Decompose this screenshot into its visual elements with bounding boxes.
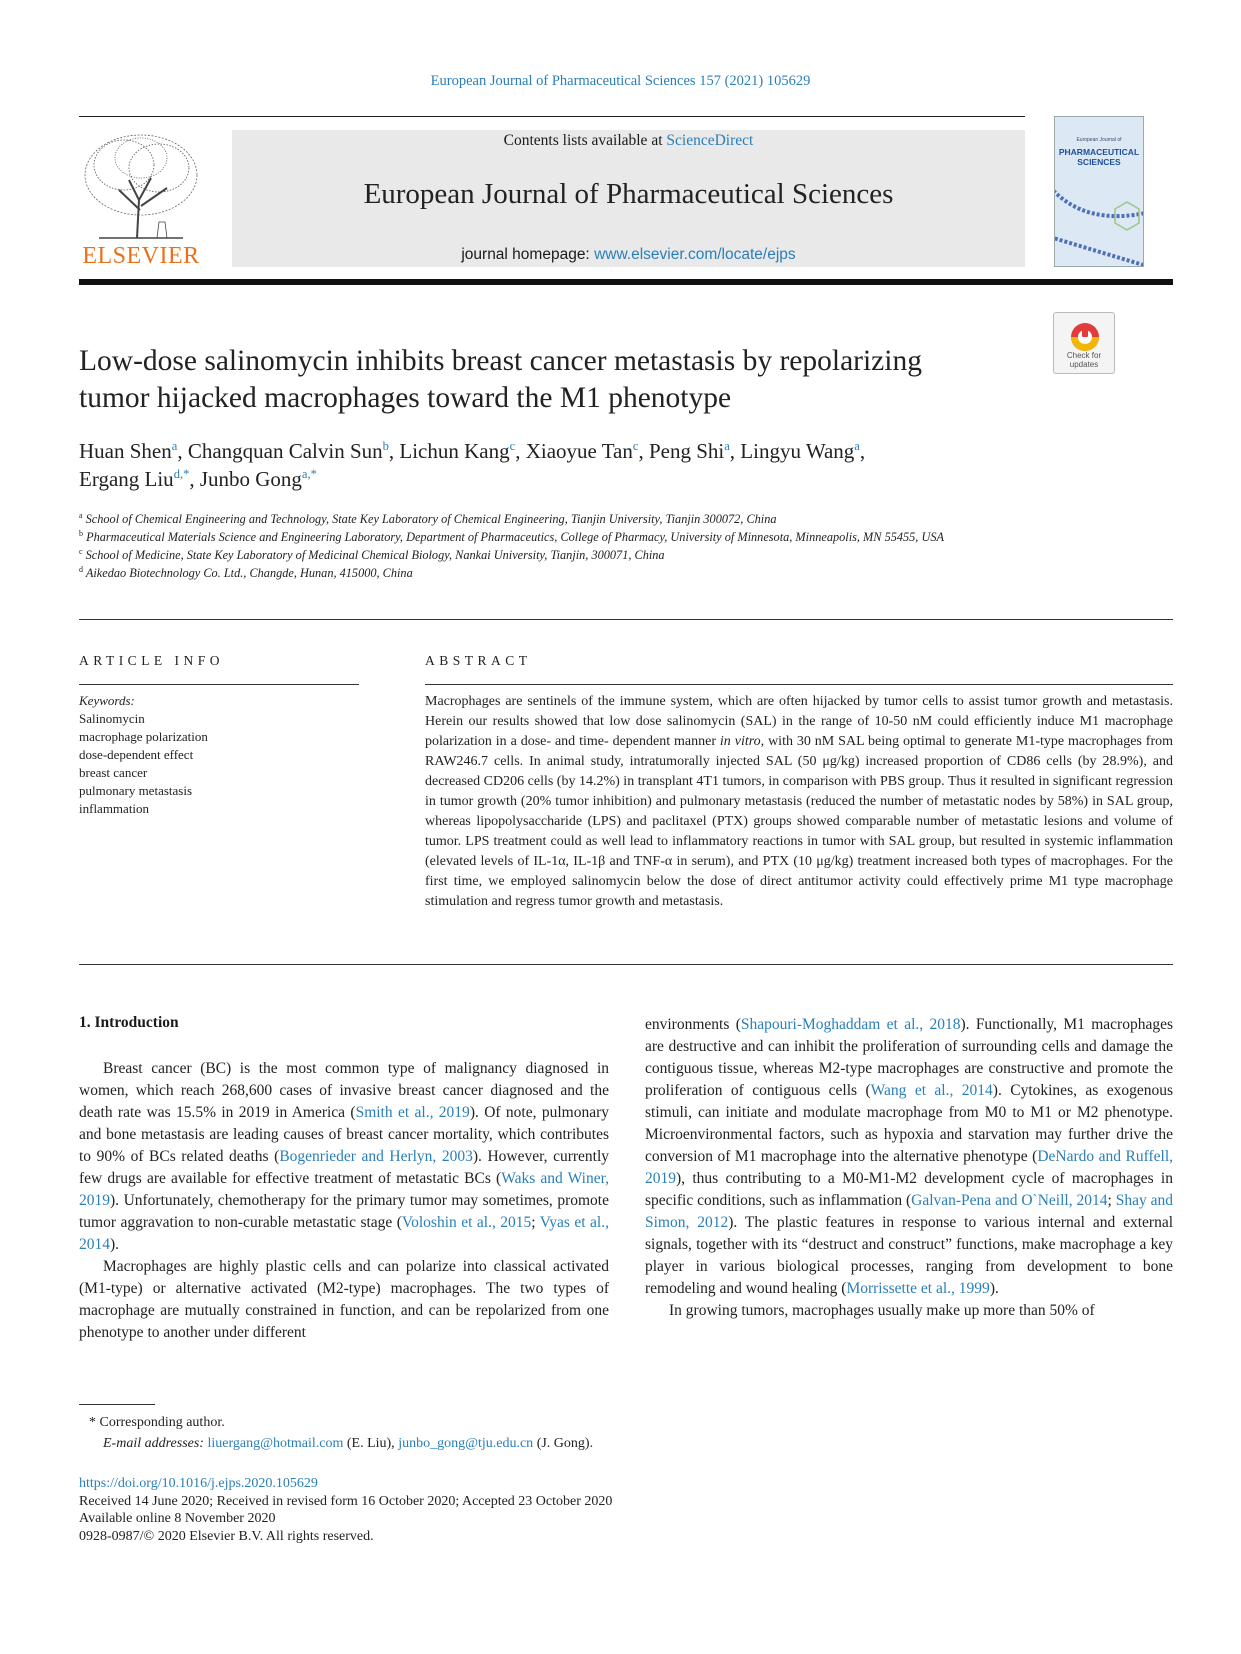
email-link[interactable]: liuergang@hotmail.com <box>207 1436 344 1451</box>
doi-link[interactable]: https://doi.org/10.1016/j.ejps.2020.105629 <box>79 1476 318 1491</box>
text-run: In growing tumors, macrophages usually make up more than 50% of <box>669 1302 1095 1319</box>
citation-link[interactable]: Bogenrieder and Herlyn, 2003 <box>279 1148 473 1165</box>
elsevier-logo <box>79 130 203 270</box>
author[interactable]: Ergang Liu$^{d,*}$ <box>79 467 190 491</box>
elsevier-wordmark: ELSEVIER <box>82 243 200 269</box>
affiliation: $^a$ School of Chemical Engineering and Technology, State Key Laboratory of Chemical Engineering, Tianjin University, Tianjin 300072, China <box>79 510 777 526</box>
citation-link[interactable]: Shay and Simon, 2012 <box>645 1192 1173 1231</box>
body-column-right <box>645 1014 1173 1322</box>
text-run: ), thus contributing to a M0-M1-M2 development cycle of macrophages in specific conditions, such as inflammation ( <box>645 1170 1173 1209</box>
abstract-body: Macrophages are sentinels of the immune system, which are often hijacked by tumor cells to assist tumor growth and metastasis. Herein our results showed that low dose salinomycin (SAL) in the range of 10-50 nM could efficiently induce M1 macrophage polarization in a dose- and time- dependent manner in vitro, with 30 nM SAL being optimal to generate M1-type macrophages from RAW246.7 cells. In animal study, intratumorally injected SAL (50 μg/kg) increased proportion of CD86 cells (by 28.9%), and decreased CD206 cells (by 14.2%) in transplant 4T1 tumors, in comparison with PBS group. Thus it resulted in significant regression in tumor growth (20% tumor inhibition) and pulmonary metastasis (reduced the number of metastatic nodes by 58%) in SAL group, whereas lipopolysaccharide (LPS) and paclitaxel (PTX) groups showed comparable number of metastatic lesions and volume of tumor. LPS treatment could as well lead to inflammatory reactions in tumor with SAL group, but resulted in systemic inflammation (elevated levels of IL-1α, IL-1β and TNF-α in serum), and PTX (10 μg/kg) treatment increased both types of macrophages. For the first time, we employed salinomycin below the dose of direct antitumor activity could effectively prime M1 type macrophage stimulation and regress tumor growth and metastasis. <box>425 694 1173 909</box>
citation-link[interactable]: Galvan-Pena and O`Neill, 2014 <box>911 1192 1108 1209</box>
citation-link[interactable]: Smith et al., 2019 <box>355 1104 470 1121</box>
text-run: ). However, currently few drugs are available for effective treatment of metastatic BCs ( <box>79 1148 610 1187</box>
text-run: ). <box>989 1280 999 1297</box>
title-line: tumor hijacked macrophages toward the M1 phenotype <box>79 382 732 414</box>
homepage-link[interactable]: www.elsevier.com/locate/ejps <box>594 246 796 263</box>
article-info-rule <box>79 684 359 685</box>
section-heading-introduction: 1. Introduction <box>79 1014 179 1031</box>
keyword: inflammation <box>79 801 150 816</box>
text-run: ). Cytokines, as exogenous stimuli, can initiate and modulate macrophage from M0 to M1 or M2 phenotype. Microenvironmental factors, such as hypoxia and starvation may further drive the conversion of M1 macrophage into the alternative phenotype ( <box>645 1082 1174 1165</box>
body-column-left <box>79 1058 609 1344</box>
email-addresses: E-mail addresses: liuergang@hotmail.com (E. Liu), junbo_gong@tju.edu.cn (J. Gong). <box>103 1436 594 1451</box>
section-rule <box>79 964 1173 965</box>
keywords-block <box>79 692 359 818</box>
sciencedirect-link[interactable]: ScienceDirect <box>666 132 754 149</box>
molecule-icon <box>1055 117 1144 267</box>
citation-link[interactable]: Vyas et al., 2014 <box>79 1214 609 1253</box>
keyword: dose-dependent effect <box>79 747 194 762</box>
footnotes <box>79 1412 879 1454</box>
check-for-updates-badge[interactable] <box>1053 312 1115 374</box>
author[interactable]: Peng Shi$^a$ <box>648 439 730 463</box>
publication-info <box>79 1475 879 1545</box>
author[interactable]: Changquan Calvin Sun$^b$ <box>187 439 389 463</box>
tree-icon <box>79 130 203 240</box>
author[interactable]: Huan Shen$^a$ <box>79 439 178 463</box>
paragraph <box>645 1014 1173 1300</box>
contents-line: Contents lists available at ScienceDirect <box>503 132 754 149</box>
paragraph <box>645 1300 1173 1322</box>
section-rule <box>79 619 1173 620</box>
author[interactable]: Xiaoyue Tan$^c$ <box>525 439 639 463</box>
author-list: Huan Shen$^a$, Changquan Calvin Sun$^b$, Lichun Kang$^c$, Xiaoyue Tan$^c$, Peng Shi$^a$, Lingyu Wang$^a$, Ergang Liu$^{d,*}$, Junbo Gong$^{a,*}$ <box>79 439 866 491</box>
header-thick-rule <box>79 279 1173 285</box>
abstract-rule <box>425 684 1173 685</box>
affiliation: $^b$ Pharmaceutical Materials Science and Engineering Laboratory, Department of Pharmaceutics, College of Pharmacy, University of Minnesota, Minneapolis, MN 55455, USA <box>79 528 944 544</box>
paragraph <box>79 1058 609 1256</box>
text-run: Breast cancer (BC) is the most common type of malignancy diagnosed in women, which reach 268,600 cases of invasive breast cancer diagnosed and the death rate was 15.5% in 2019 in America ( <box>79 1060 609 1121</box>
footnote-rule <box>79 1404 155 1405</box>
text-run: ; <box>1107 1192 1116 1209</box>
affiliation: $^c$ School of Medicine, State Key Laboratory of Medicinal Chemical Biology, Nankai University, Tianjin, 300071, China <box>79 546 665 562</box>
citation-link[interactable]: DeNardo and Ruffell, 2019 <box>645 1148 1174 1187</box>
cover-title: PHARMACEUTICAL SCIENCES <box>1058 147 1140 167</box>
citation-link[interactable]: Morrissette et al., 1999 <box>846 1280 990 1297</box>
keyword: macrophage polarization <box>79 729 208 744</box>
header-rule <box>79 116 1025 117</box>
keyword: breast cancer <box>79 765 148 780</box>
author[interactable]: Junbo Gong$^{a,*}$ <box>199 467 317 491</box>
citation-link[interactable]: Wang et al., 2014 <box>870 1082 993 1099</box>
author[interactable]: Lingyu Wang$^a$ <box>740 439 860 463</box>
text-run: ). Of note, pulmonary and bone metastasis are leading causes of breast cancer mortality, which contributes to 90% of BCs related deaths ( <box>79 1104 609 1165</box>
online-date: Available online 8 November 2020 <box>79 1511 276 1526</box>
article-title <box>79 343 1009 417</box>
email-link[interactable]: junbo_gong@tju.edu.cn <box>398 1436 534 1451</box>
text-run: ). The plastic features in response to various internal and external signals, together with its “destruct and construct” functions, make macrophage a key player in various biological processes, ranging from development to bone remodeling and wound healing ( <box>645 1214 1174 1297</box>
check-updates-label: Check for updates <box>1066 351 1102 369</box>
article-info-heading: ARTICLE INFO <box>79 653 225 668</box>
copyright: 0928-0987/© 2020 Elsevier B.V. All rights reserved. <box>79 1528 374 1544</box>
received-dates: Received 14 June 2020; Received in revised form 16 October 2020; Accepted 23 October 2020 <box>79 1493 613 1509</box>
journal-reference[interactable]: European Journal of Pharmaceutical Sciences 157 (2021) 105629 <box>430 73 811 89</box>
text-run: environments ( <box>645 1016 741 1033</box>
homepage-line: journal homepage: www.elsevier.com/locate/ejps <box>461 246 796 263</box>
affiliations <box>79 510 1039 582</box>
text-run: ). Functionally, M1 macrophages are destructive and can inhibit the proliferation of surrounding cells and damage the contiguous tissue, whereas M2-type macrophages are constructive and promote the proliferation of contiguous cells ( <box>645 1016 1173 1099</box>
text-run: ). Unfortunately, chemotherapy for the primary tumor may sometimes, promote tumor aggravation to non-curable metastatic stage ( <box>79 1192 609 1231</box>
keyword: pulmonary metastasis <box>79 783 193 798</box>
corresponding-author-note: * Corresponding author. <box>89 1415 225 1430</box>
title-line: Low-dose salinomycin inhibits breast cancer metastasis by repolarizing <box>79 345 922 377</box>
journal-cover-thumbnail[interactable] <box>1054 116 1144 267</box>
paragraph <box>79 1256 609 1344</box>
text-run: ; <box>531 1214 540 1231</box>
keyword: Salinomycin <box>79 711 145 726</box>
citation-link[interactable]: Shapouri-Moghaddam et al., 2018 <box>740 1016 961 1033</box>
affiliation: $^d$ Aikedao Biotechnology Co. Ltd., Changde, Hunan, 415000, China <box>79 564 413 580</box>
journal-masthead <box>232 130 1025 267</box>
citation-link[interactable]: Voloshin et al., 2015 <box>401 1214 532 1231</box>
citation-link[interactable]: Waks and Winer, 2019 <box>79 1170 609 1209</box>
cover-subtitle: European Journal of <box>1076 137 1122 143</box>
journal-title: European Journal of Pharmaceutical Sciences <box>363 178 894 210</box>
author[interactable]: Lichun Kang$^c$ <box>399 439 516 463</box>
abstract-heading: ABSTRACT <box>425 653 532 668</box>
text-run: Macrophages are highly plastic cells and can polarize into classical activated (M1-type) or alternative activated (M2-type) macrophages. The two types of macrophage are mutually constrained in function, and can be repolarized from one phenotype to another under different <box>79 1258 609 1341</box>
keywords-label: Keywords: <box>79 693 135 708</box>
text-run: ). <box>110 1236 120 1253</box>
